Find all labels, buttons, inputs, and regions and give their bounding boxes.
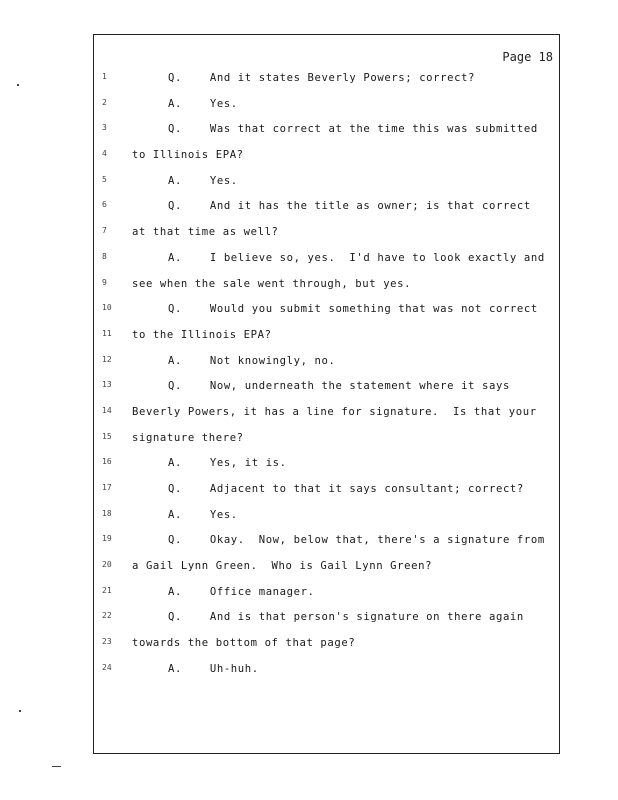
line-number: 10	[102, 303, 112, 313]
line-number: 2	[102, 97, 107, 107]
line-text: a Gail Lynn Green. Who is Gail Lynn Green?	[132, 560, 433, 573]
line-text: A. Uh-huh.	[168, 662, 259, 675]
line-text: Q. And it states Beverly Powers; correct?	[168, 72, 476, 84]
scan-mark	[19, 710, 21, 712]
line-text: see when the sale went through, but yes.	[132, 277, 412, 290]
transcript-line	[94, 98, 559, 124]
transcript-line	[94, 72, 559, 98]
transcript-line	[94, 586, 559, 612]
line-number: 9	[102, 277, 107, 287]
transcript-line	[94, 355, 559, 381]
line-number: 24	[102, 662, 112, 672]
line-number: 16	[102, 457, 112, 467]
line-text: A. Yes.	[168, 97, 238, 110]
transcript-line	[94, 406, 559, 432]
line-text: A. Not knowingly, no.	[168, 354, 336, 367]
scan-mark	[17, 84, 19, 86]
transcript-line	[94, 663, 559, 689]
line-text: A. I believe so, yes. I'd have to look exactly and	[168, 251, 545, 264]
transcript-line	[94, 175, 559, 201]
transcript-line	[94, 534, 559, 560]
line-number: 18	[102, 508, 112, 518]
line-number: 7	[102, 226, 107, 236]
transcript-line	[94, 380, 559, 406]
line-number: 1	[102, 72, 107, 81]
line-text: A. Yes.	[168, 508, 238, 521]
line-number: 3	[102, 123, 107, 133]
transcript-line	[94, 149, 559, 175]
transcript-line	[94, 509, 559, 535]
scan-mark	[52, 766, 61, 767]
transcript-line	[94, 278, 559, 304]
line-number: 12	[102, 354, 112, 364]
line-text: to Illinois EPA?	[132, 149, 244, 162]
line-text: Q. Okay. Now, below that, there's a signature from	[168, 534, 545, 547]
line-text: at that time as well?	[132, 226, 279, 239]
line-text: Q. And it has the title as owner; is that correct	[168, 200, 531, 213]
line-number: 22	[102, 611, 112, 621]
line-number: 20	[102, 560, 112, 570]
line-text: signature there?	[132, 431, 244, 444]
transcript-lines	[94, 72, 559, 689]
transcript-line	[94, 637, 559, 663]
line-number: 14	[102, 405, 112, 415]
line-number: 21	[102, 585, 112, 595]
transcript-line	[94, 611, 559, 637]
line-text: Q. Was that correct at the time this was submitted	[168, 123, 538, 136]
line-text: Q. Adjacent to that it says consultant; correct?	[168, 483, 524, 495]
transcript-line	[94, 457, 559, 483]
line-number: 17	[102, 483, 112, 492]
line-number: 11	[102, 328, 112, 338]
line-text: A. Yes.	[168, 174, 238, 187]
transcript-line	[94, 432, 559, 458]
line-text: to the Illinois EPA?	[132, 328, 272, 341]
line-number: 4	[102, 149, 107, 159]
line-text: Q. Would you submit something that was not correct	[168, 303, 538, 316]
line-text: Q. Now, underneath the statement where it says	[168, 380, 510, 393]
page-number: Page 18	[502, 50, 553, 64]
line-number: 6	[102, 200, 107, 210]
line-number: 15	[102, 431, 112, 441]
transcript-line	[94, 226, 559, 252]
transcript-line	[94, 303, 559, 329]
line-number: 5	[102, 174, 107, 184]
line-text: towards the bottom of that page?	[132, 637, 356, 650]
transcript-line	[94, 483, 559, 509]
line-text: A. Yes, it is.	[168, 457, 287, 470]
line-text: Q. And is that person's signature on there again	[168, 611, 524, 624]
transcript-line	[94, 560, 559, 586]
line-text: Beverly Powers, it has a line for signature. Is that your	[132, 405, 537, 418]
line-number: 23	[102, 637, 112, 647]
transcript-line	[94, 200, 559, 226]
transcript-line	[94, 252, 559, 278]
transcript-line	[94, 123, 559, 149]
transcript-line	[94, 329, 559, 355]
line-number: 8	[102, 251, 107, 261]
line-text: A. Office manager.	[168, 585, 315, 598]
transcript-page	[93, 34, 560, 754]
line-number: 13	[102, 380, 112, 390]
line-number: 19	[102, 534, 112, 544]
